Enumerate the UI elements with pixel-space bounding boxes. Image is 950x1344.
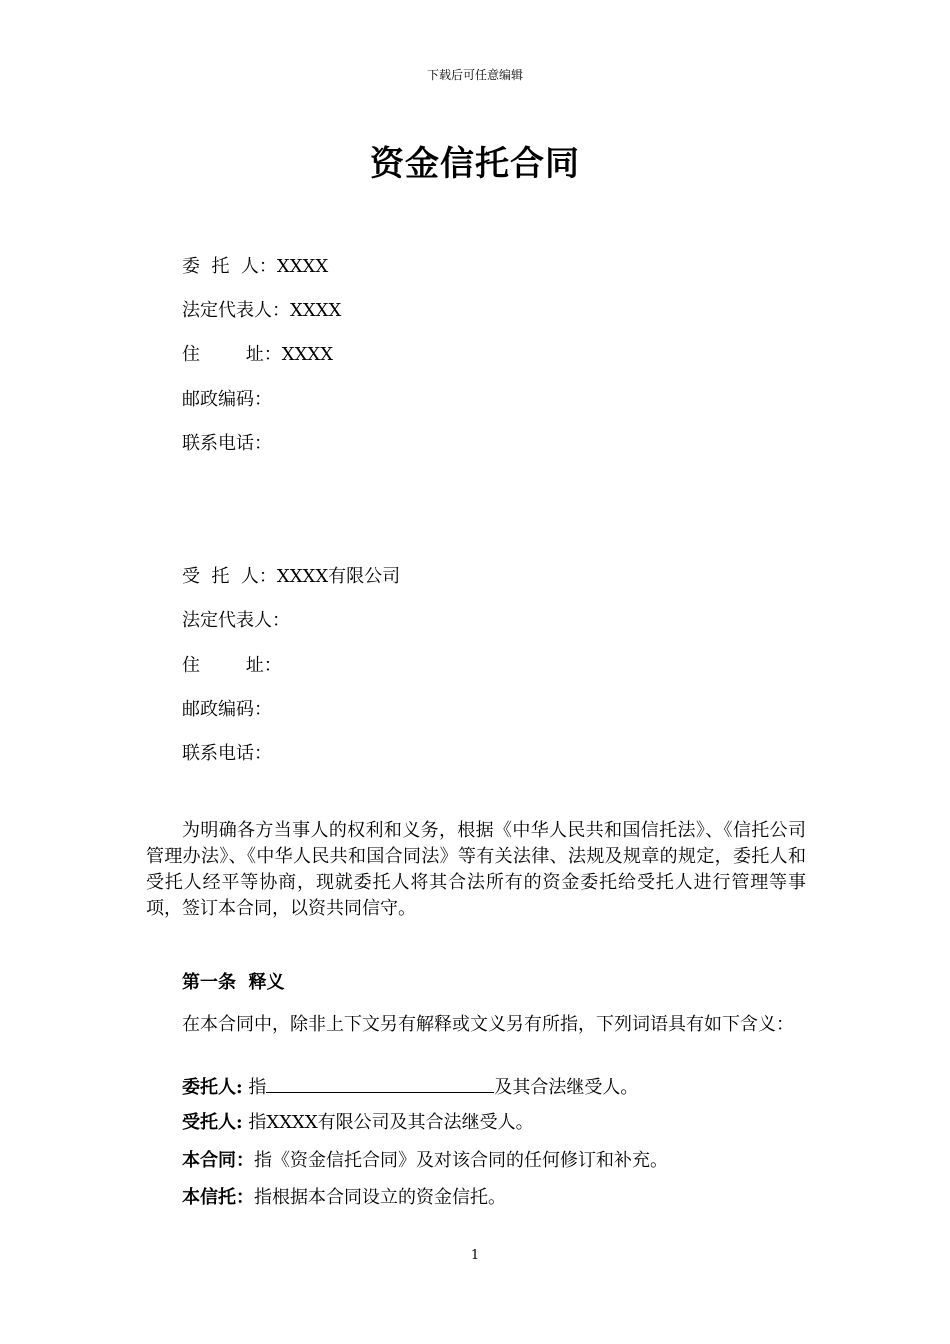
definition-trustee	[182, 1111, 534, 1135]
definition-prefix: 指	[242, 1077, 267, 1098]
definition-text: 指《资金信托合同》及对该合同的任何修订和补充。	[254, 1150, 668, 1171]
preamble-paragraph: 为明确各方当事人的权利和义务，根据《中华人民共和国信托法》、《信托公司管理办法》、《中华人民共和国合同法》等有关法律、法规及规章的规定，委托人和受托人经平等协商，现就委托人将其合法所有的资金委托给受托人进行管理等事项，签订本合同，以资共同信守。	[146, 820, 806, 919]
trustee-phone: 联系电话：	[182, 743, 272, 764]
article-1-title: 第一条 释义	[182, 972, 285, 993]
trustee-address: 住 址：	[182, 655, 282, 676]
definition-term: 本合同：	[182, 1150, 254, 1171]
trustee-legal-rep: 法定代表人：	[182, 610, 290, 631]
article-1-intro: 在本合同中，除非上下文另有解释或文义另有所指，下列词语具有如下含义：	[182, 1014, 794, 1035]
definition-suffix: 及其合法继受人。	[494, 1077, 639, 1098]
trustor-postcode: 邮政编码：	[182, 389, 272, 410]
definition-term: 受托人:	[182, 1112, 243, 1133]
page-number: 1	[470, 1248, 480, 1263]
trustee-postcode: 邮政编码：	[182, 699, 272, 720]
fill-in-blank[interactable]	[266, 1074, 494, 1093]
definition-trust	[182, 1186, 506, 1210]
definition-trustor	[182, 1074, 638, 1100]
document-title: 资金信托合同	[370, 144, 580, 184]
trustor-legal-rep: 法定代表人：XXXX	[182, 300, 342, 321]
header-note: 下载后可任意编辑	[426, 68, 523, 82]
trustor-name: 委 托 人：XXXX	[182, 256, 329, 277]
definition-text: 指根据本合同设立的资金信托。	[254, 1187, 506, 1208]
definition-term: 本信托：	[182, 1187, 254, 1208]
trustor-address: 住 址：XXXX	[182, 344, 334, 365]
definition-text: 指XXXX有限公司及其合法继受人。	[242, 1112, 534, 1133]
trustor-phone: 联系电话：	[182, 433, 272, 454]
definition-term: 委托人:	[182, 1077, 243, 1098]
trustee-name: 受 托 人：XXXX有限公司	[182, 566, 401, 587]
definition-contract	[182, 1149, 668, 1173]
